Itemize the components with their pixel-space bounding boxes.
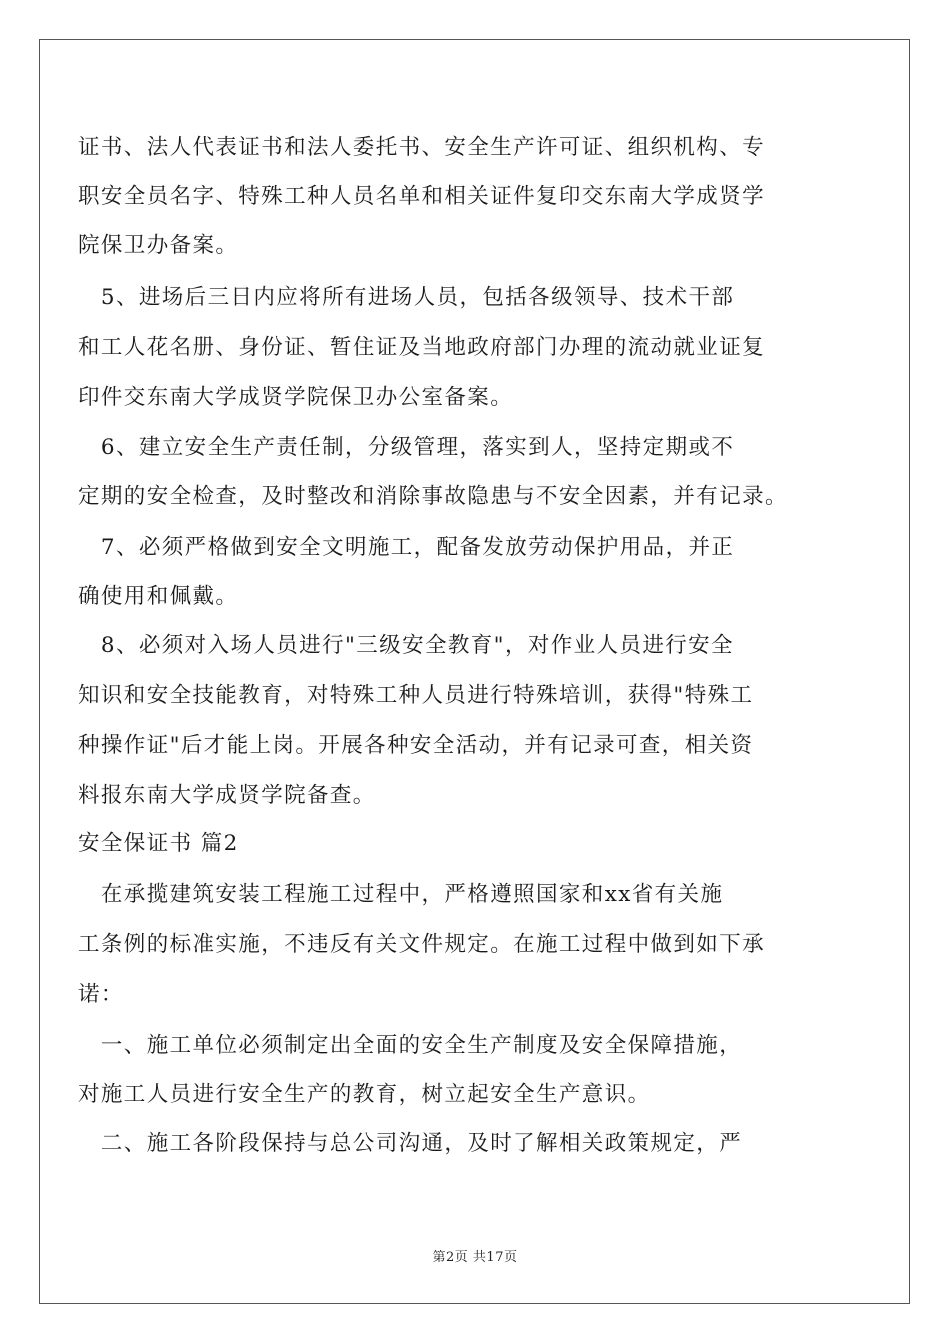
text-line: 知识和安全技能教育，对特殊工种人员进行特殊培训，获得"特殊工 [78,683,754,708]
text-line: 种操作证"后才能上岗。开展各种安全活动，并有记录可查，相关资 [78,733,754,758]
text-line: 诺： [78,982,124,1007]
text-line: 对施工人员进行安全生产的教育，树立起安全生产意识。 [78,1082,651,1107]
text-line: 7、必须严格做到安全文明施工，配备发放劳动保护用品，并正 [78,535,735,560]
text-line: 确使用和佩戴。 [78,584,239,609]
text-line: 料报东南大学成贤学院备查。 [78,783,376,808]
text-line: 职安全员名字、特殊工种人员名单和相关证件复印交东南大学成贤学 [78,184,766,209]
text-line: 工条例的标准实施，不违反有关文件规定。在施工过程中做到如下承 [78,932,766,957]
text-line: 证书、法人代表证书和法人委托书、安全生产许可证、组织机构、专 [78,135,766,160]
text-line: 8、必须对入场人员进行"三级安全教育"，对作业人员进行安全 [78,633,734,658]
page-footer: 第2页 共17页 [432,1250,518,1265]
text-line: 一、施工单位必须制定出全面的安全生产制度及安全保障措施， [78,1033,743,1058]
text-line: 二、施工各阶段保持与总公司沟通，及时了解相关政策规定，严 [78,1131,743,1156]
page-frame [39,39,910,1304]
text-line: 在承揽建筑安装工程施工过程中，严格遵照国家和xx省有关施 [78,882,724,907]
section-heading: 安全保证书 篇2 [78,831,239,856]
text-line: 院保卫办备案。 [78,233,239,258]
text-line: 6、建立安全生产责任制，分级管理，落实到人，坚持定期或不 [78,435,735,460]
text-line: 印件交东南大学成贤学院保卫办公室备案。 [78,385,514,410]
text-line: 5、进场后三日内应将所有进场人员，包括各级领导、技术干部 [78,285,735,310]
text-line: 和工人花名册、身份证、暂住证及当地政府部门办理的流动就业证复 [78,335,766,360]
text-line: 定期的安全检查，及时整改和消除事故隐患与不安全因素，并有记录。 [78,484,788,509]
